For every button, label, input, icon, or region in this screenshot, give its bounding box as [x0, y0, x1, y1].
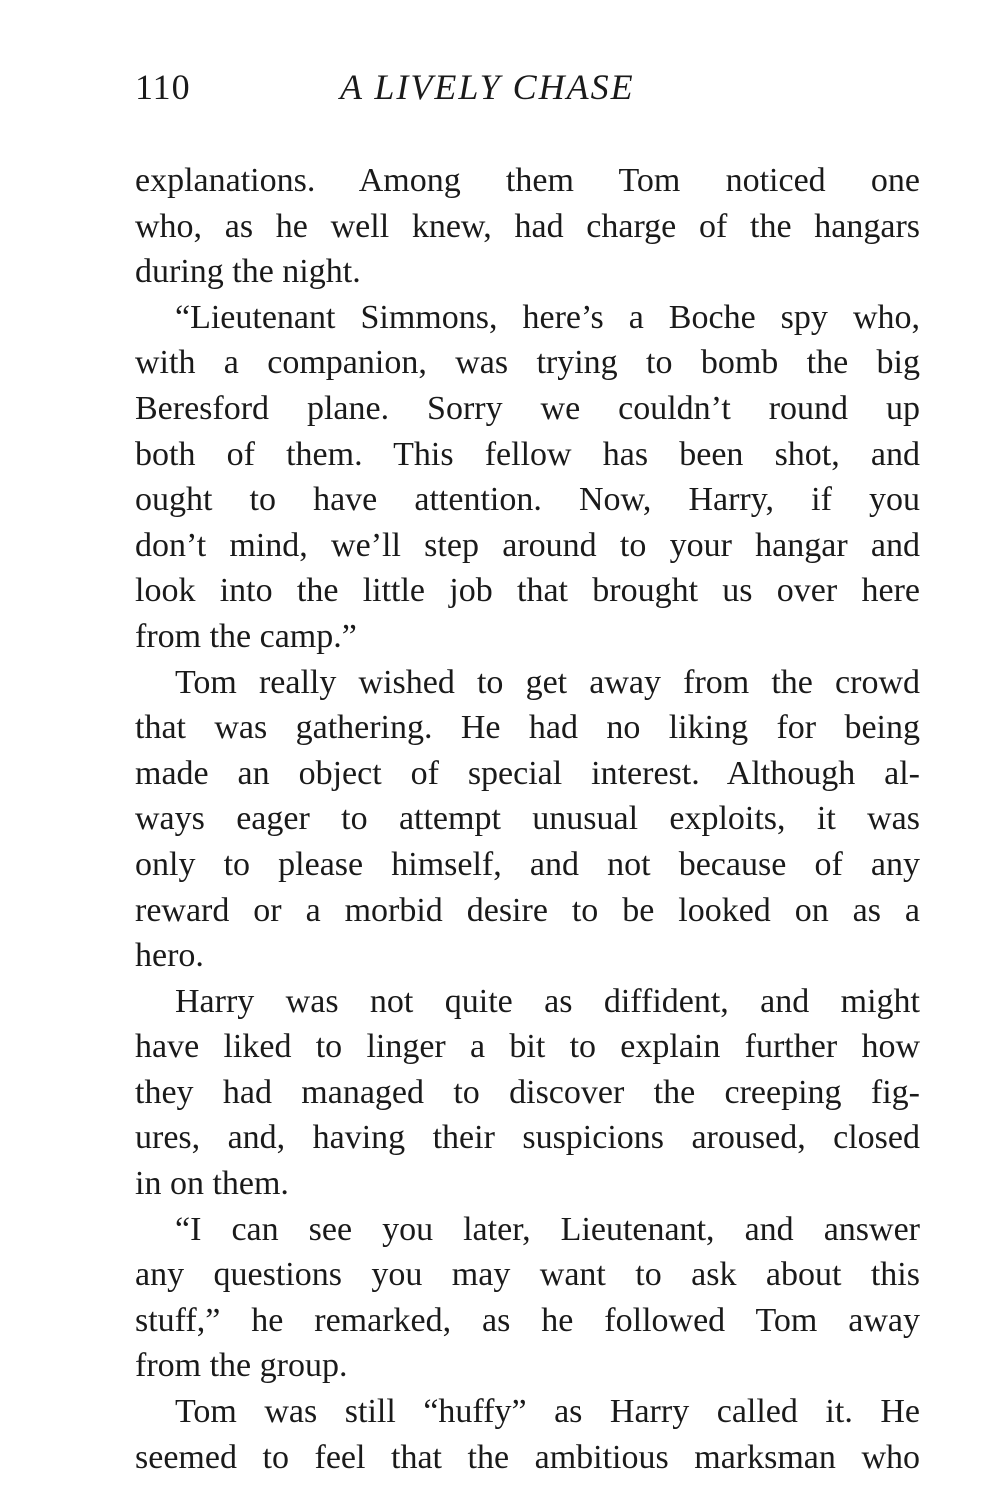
- text-line: who, as he well knew, had charge of the hangars: [135, 207, 920, 245]
- text-line: made an object of special interest. Although al-: [135, 754, 920, 792]
- text-line: stuff,” he remarked, as he followed Tom away: [135, 1301, 920, 1339]
- text-line: any questions you may want to ask about this: [135, 1256, 920, 1294]
- text-line: look into the little job that brought us over here: [135, 572, 920, 610]
- text-line: hero.: [135, 937, 204, 975]
- text-line: Tom really wished to get away from the crowd: [175, 663, 920, 701]
- text-line: Tom was still “huffy” as Harry called it. He: [175, 1393, 920, 1431]
- text-line: Beresford plane. Sorry we couldn’t round up: [135, 389, 920, 427]
- text-line: in on them.: [135, 1165, 289, 1203]
- text-line: don’t mind, we’ll step around to your hangar and: [135, 526, 920, 564]
- page-number: 110: [135, 67, 191, 107]
- text-line: reward or a morbid desire to be looked on as a: [135, 891, 920, 929]
- text-line: during the night.: [135, 253, 361, 291]
- text-line: “I can see you later, Lieutenant, and answer: [175, 1210, 920, 1248]
- text-line: “Lieutenant Simmons, here’s a Boche spy who,: [175, 298, 920, 336]
- text-line: explanations. Among them Tom noticed one: [135, 162, 920, 199]
- text-line: from the camp.”: [135, 617, 357, 655]
- text-line: ought to have attention. Now, Harry, if you: [135, 481, 920, 519]
- text-line: from the group.: [135, 1347, 348, 1385]
- text-line: have liked to linger a bit to explain further how: [135, 1028, 920, 1066]
- text-line: only to please himself, and not because of any: [135, 845, 920, 883]
- text-line: they had managed to discover the creeping fig-: [135, 1073, 920, 1111]
- text-line: Harry was not quite as diffident, and might: [175, 982, 920, 1020]
- text-line: ures, and, having their suspicions aroused, closed: [135, 1119, 920, 1157]
- running-head: [135, 62, 920, 112]
- running-title: A LIVELY CHASE: [340, 67, 635, 107]
- text-line: both of them. This fellow has been shot, and: [135, 435, 920, 473]
- text-line: seemed to feel that the ambitious marksman who: [135, 1438, 920, 1476]
- body-text: [135, 158, 920, 1480]
- text-line: ways eager to attempt unusual exploits, it was: [135, 800, 920, 838]
- text-line: with a companion, was trying to bomb the big: [135, 344, 920, 382]
- text-line: that was gathering. He had no liking for being: [135, 709, 920, 747]
